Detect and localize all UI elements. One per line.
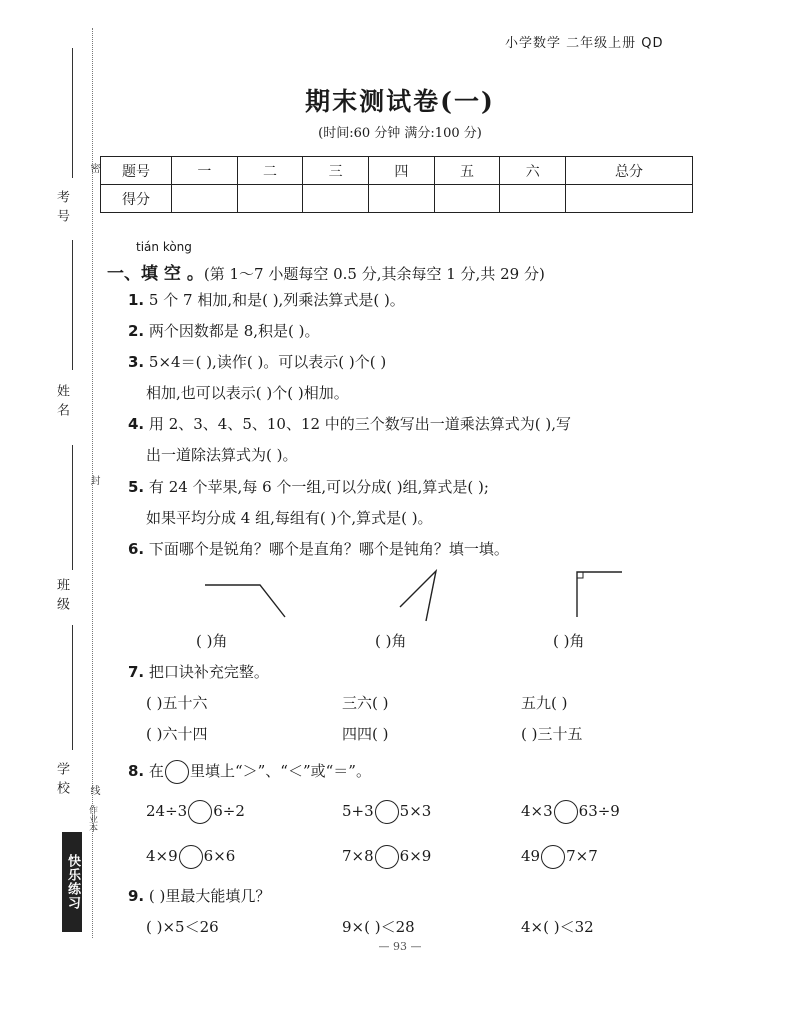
- exam-info: (时间:60 分钟 满分:100 分): [318, 126, 482, 141]
- question-text: 在: [148, 762, 164, 780]
- label-class: 班级: [54, 578, 69, 616]
- question-number: 4.: [128, 415, 145, 433]
- score-cell[interactable]: [434, 185, 500, 213]
- score-header-cell: 五: [434, 157, 500, 185]
- compare-item: [146, 845, 235, 869]
- label-exam-number: 考号: [54, 190, 69, 228]
- max-fill-item: 4×( )＜32: [521, 918, 594, 936]
- compare-circle[interactable]: [375, 800, 399, 824]
- question-text: 有 24 个苹果,每 6 个一组,可以分成( )组,算式是( );: [148, 478, 489, 496]
- angle-answer: ( )角: [375, 632, 407, 650]
- compare-left: 24÷3: [146, 802, 188, 820]
- question-number: 6.: [128, 540, 145, 558]
- question-3-cont: 相加,也可以表示( )个( )相加。: [146, 384, 349, 402]
- question-number: 5.: [128, 478, 145, 496]
- rhyme-item: 四四( ): [342, 725, 389, 743]
- question-3: [128, 351, 386, 372]
- seal-mark: 线: [88, 785, 99, 795]
- compare-left: 7×8: [342, 847, 374, 865]
- question-text: 用 2、3、4、5、10、12 中的三个数写出一道乘法算式为( ),写: [148, 415, 572, 433]
- compare-left: 5+3: [342, 802, 374, 820]
- question-number: 9.: [128, 887, 145, 905]
- question-number: 8.: [128, 762, 145, 780]
- score-cell[interactable]: [369, 185, 435, 213]
- score-cell[interactable]: [303, 185, 369, 213]
- question-9: [128, 885, 270, 906]
- question-1: [128, 289, 405, 310]
- rhyme-item: ( )六十四: [146, 725, 208, 743]
- max-fill-item: 9×( )＜28: [342, 918, 415, 936]
- score-row-label: 得分: [101, 185, 172, 213]
- rhyme-item: ( )五十六: [146, 694, 208, 712]
- max-fill-item: ( )×5＜26: [146, 918, 219, 936]
- score-table-score-row: [101, 185, 693, 213]
- compare-left: 49: [521, 847, 541, 865]
- score-cell[interactable]: [500, 185, 566, 213]
- compare-item: [521, 845, 598, 869]
- compare-circle: [165, 760, 189, 784]
- question-8: [128, 760, 371, 784]
- right-angle-figure: [577, 572, 622, 617]
- question-number: 1.: [128, 291, 145, 309]
- question-5: [128, 476, 489, 497]
- section-title: 填 空 。: [141, 264, 204, 284]
- brand-logo: 快乐练习: [62, 832, 82, 932]
- score-header-cell: 六: [500, 157, 566, 185]
- rhyme-item: ( )三十五: [521, 725, 583, 743]
- question-text: ( )里最大能填几？: [148, 887, 271, 905]
- seal-mark: 封: [88, 475, 99, 485]
- page-title: 期末测试卷(一): [305, 87, 495, 116]
- question-4: [128, 413, 571, 434]
- score-table-header-row: [101, 157, 693, 185]
- class-line: [72, 445, 73, 570]
- acute-angle-figure: [400, 571, 436, 621]
- compare-circle[interactable]: [188, 800, 212, 824]
- compare-right: 5×3: [399, 802, 432, 820]
- label-name: 姓名: [54, 384, 69, 422]
- school-line: [72, 625, 73, 750]
- page-number: — 93 —: [378, 940, 422, 953]
- question-5-cont: 如果平均分成 4 组,每组有( )个,算式是( )。: [146, 509, 433, 527]
- score-header-cell: 三: [303, 157, 369, 185]
- compare-right: 6×9: [399, 847, 432, 865]
- question-text: 5×4＝( ),读作( )。可以表示( )个( ): [148, 353, 387, 371]
- question-text: 里填上“＞”、“＜”或“＝”。: [189, 762, 371, 780]
- score-header-cell: 四: [369, 157, 435, 185]
- question-number: 2.: [128, 322, 145, 340]
- compare-circle[interactable]: [541, 845, 565, 869]
- score-header-cell: 二: [237, 157, 303, 185]
- score-header-cell: 总分: [566, 157, 693, 185]
- compare-item: [146, 800, 245, 824]
- compare-circle[interactable]: [179, 845, 203, 869]
- brand-logo-sub: 作业本: [87, 805, 97, 832]
- compare-left: 4×9: [146, 847, 178, 865]
- angle-figures: [190, 565, 630, 625]
- question-text: 把口诀补充完整。: [148, 663, 269, 681]
- compare-right: 63÷9: [578, 802, 620, 820]
- angle-answer: ( )角: [196, 632, 228, 650]
- question-4-cont: 出一道除法算式为( )。: [146, 446, 298, 464]
- compare-item: [521, 800, 620, 824]
- seal-mark: 密: [88, 163, 99, 173]
- question-number: 7.: [128, 663, 145, 681]
- compare-circle[interactable]: [375, 845, 399, 869]
- score-cell[interactable]: [566, 185, 693, 213]
- compare-left: 4×3: [521, 802, 553, 820]
- question-number: 3.: [128, 353, 145, 371]
- label-school: 学校: [54, 762, 69, 800]
- right-angle-mark: [577, 572, 583, 578]
- compare-right: 6÷2: [213, 802, 245, 820]
- question-text: 5 个 7 相加,和是( ),列乘法算式是( )。: [148, 291, 405, 309]
- book-header: 小学数学 二年级上册 QD: [505, 36, 664, 51]
- question-6: [128, 538, 509, 559]
- compare-right: 6×6: [203, 847, 236, 865]
- question-7: [128, 661, 269, 682]
- section-pinyin: tián kòng: [136, 240, 192, 254]
- score-header-cell: 一: [172, 157, 238, 185]
- angle-answer: ( )角: [553, 632, 585, 650]
- obtuse-angle-figure: [205, 585, 285, 617]
- score-table: [100, 156, 693, 213]
- question-2: [128, 320, 319, 341]
- score-cell[interactable]: [237, 185, 303, 213]
- compare-circle[interactable]: [554, 800, 578, 824]
- section-number: 一、: [107, 264, 141, 284]
- question-text: 两个因数都是 8,积是( )。: [148, 322, 320, 340]
- compare-right: 7×7: [566, 847, 598, 865]
- score-header-cell: 题号: [101, 157, 172, 185]
- rhyme-item: 五九( ): [521, 694, 568, 712]
- section-heading: [107, 259, 545, 284]
- compare-item: [342, 800, 431, 824]
- name-line: [72, 240, 73, 370]
- question-text: 下面哪个是锐角？哪个是直角？哪个是钝角？填一填。: [148, 540, 509, 558]
- compare-item: [342, 845, 431, 869]
- exam-number-line: [72, 48, 73, 178]
- rhyme-item: 三六( ): [342, 694, 389, 712]
- score-cell[interactable]: [172, 185, 238, 213]
- section-note: (第 1～7 小题每空 0.5 分,其余每空 1 分,共 29 分): [203, 265, 545, 283]
